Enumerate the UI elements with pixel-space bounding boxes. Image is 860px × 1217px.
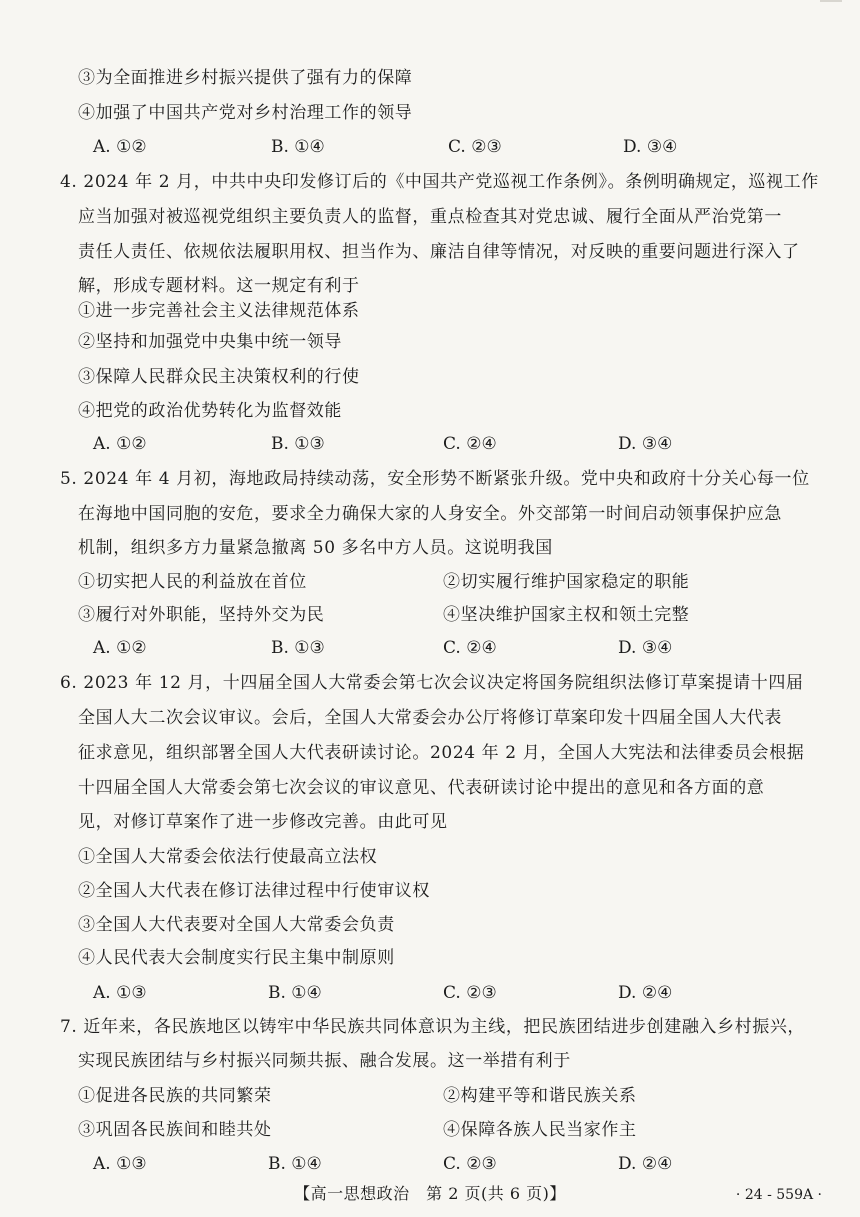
page-footer-title: 【高一思想政治 第 2 页(共 6 页)】 (294, 1184, 566, 1203)
q5-stem-line-1: 5. 2024 年 4 月初，海地政局持续动荡，安全形势不断紧张升级。党中央和政府十分关心每一位 (60, 469, 810, 489)
q5-answer-choices (93, 637, 793, 659)
q5-choice-d: D. ③④ (618, 638, 673, 658)
q4-option-2: ②坚持和加强党中央集中统一领导 (78, 332, 342, 352)
q4-choice-d: D. ③④ (618, 434, 673, 454)
q4-choice-b: B. ①③ (271, 434, 325, 454)
q7-option-4: ④保障各族人民当家作主 (443, 1120, 637, 1140)
q3-choice-d: D. ③④ (623, 137, 678, 157)
q6-stem-line-2: 全国人大二次会议审议。会后，全国人大常委会办公厅将修订草案印发十四届全国人大代表 (78, 708, 782, 728)
q4-option-1: ①进一步完善社会主义法律规范体系 (78, 301, 360, 321)
q5-option-4: ④坚决维护国家主权和领土完整 (443, 605, 690, 625)
q5-stem-line-3: 机制，组织多方力量紧急撤离 50 多名中方人员。这说明我国 (78, 538, 553, 558)
q6-option-2: ②全国人大代表在修订法律过程中行使审议权 (78, 881, 430, 901)
q5-option-3: ③履行对外职能，坚持外交为民 (78, 605, 325, 625)
q6-stem-line-5: 见，对修订草案作了进一步修改完善。由此可见 (78, 812, 448, 832)
q6-choice-c: C. ②③ (443, 983, 497, 1003)
q6-choice-b: B. ①④ (268, 983, 322, 1003)
q3-choice-b: B. ①④ (271, 137, 325, 157)
q7-option-1: ①促进各民族的共同繁荣 (78, 1086, 272, 1106)
q5-choice-c: C. ②④ (443, 638, 497, 658)
scan-edge-mark (820, 0, 842, 2)
q4-stem-line-3: 责任人责任、依规依法履职用权、担当作为、廉洁自律等情况，对反映的重要问题进行深入了 (78, 242, 800, 262)
q7-stem-line-1: 7. 近年来，各民族地区以铸牢中华民族共同体意识为主线，把民族团结进步创建融入乡村振兴， (60, 1017, 806, 1037)
q4-answer-choices (93, 433, 793, 455)
q3-option-3: ③为全面推进乡村振兴提供了强有力的保障 (78, 68, 413, 88)
q4-option-4: ④把党的政治优势转化为监督效能 (78, 401, 342, 421)
q7-choice-c: C. ②③ (443, 1154, 497, 1174)
q3-choice-c: C. ②③ (448, 137, 502, 157)
q7-choice-d: D. ②④ (618, 1154, 673, 1174)
q7-answer-choices (93, 1153, 793, 1175)
q7-choice-b: B. ①④ (268, 1154, 322, 1174)
q4-stem-line-4: 解，形成专题材料。这一规定有利于 (78, 276, 360, 296)
q7-choice-a: A. ①③ (93, 1154, 147, 1174)
q4-choice-a: A. ①② (93, 434, 147, 454)
q4-stem-line-2: 应当加强对被巡视党组织主要负责人的监督，重点检查其对党忠诚、履行全面从严治党第一 (78, 207, 782, 227)
q7-option-3: ③巩固各民族间和睦共处 (78, 1120, 272, 1140)
q3-choice-a: A. ①② (93, 137, 147, 157)
q6-stem-line-3: 征求意见，组织部署全国人大代表研读讨论。2024 年 2 月，全国人大宪法和法律委员会根据 (78, 743, 805, 763)
q5-option-1: ①切实把人民的利益放在首位 (78, 572, 307, 592)
q7-option-2: ②构建平等和谐民族关系 (443, 1086, 637, 1106)
q6-option-1: ①全国人大常委会依法行使最高立法权 (78, 847, 378, 867)
q3-answer-choices (93, 136, 793, 158)
q5-choice-a: A. ①② (93, 638, 147, 658)
page-footer-code: · 24 - 559A · (735, 1187, 822, 1203)
q6-choice-d: D. ②④ (618, 983, 673, 1003)
q6-stem-line-4: 十四届全国人大常委会第七次会议的审议意见、代表研读讨论中提出的意见和各方面的意 (78, 778, 765, 798)
q3-option-4: ④加强了中国共产党对乡村治理工作的领导 (78, 103, 413, 123)
q6-answer-choices (93, 982, 793, 1004)
q7-stem-line-2: 实现民族团结与乡村振兴同频共振、融合发展。这一举措有利于 (78, 1051, 571, 1071)
q6-stem-line-1: 6. 2023 年 12 月，十四届全国人大常委会第七次会议决定将国务院组织法修订草案提请十四届 (60, 673, 804, 693)
q5-stem-line-2: 在海地中国同胞的安危，要求全力确保大家的人身安全。外交部第一时间启动领事保护应急 (78, 504, 782, 524)
q4-option-3: ③保障人民群众民主决策权利的行使 (78, 367, 360, 387)
q6-choice-a: A. ①③ (93, 983, 147, 1003)
q4-choice-c: C. ②④ (443, 434, 497, 454)
q6-option-4: ④人民代表大会制度实行民主集中制原则 (78, 948, 395, 968)
q6-option-3: ③全国人大代表要对全国人大常委会负责 (78, 915, 395, 935)
q4-stem-line-1: 4. 2024 年 2 月，中共中央印发修订后的《中国共产党巡视工作条例》。条例明确规定，巡视工作 (60, 172, 819, 192)
q5-option-2: ②切实履行维护国家稳定的职能 (443, 572, 690, 592)
q5-choice-b: B. ①③ (271, 638, 325, 658)
